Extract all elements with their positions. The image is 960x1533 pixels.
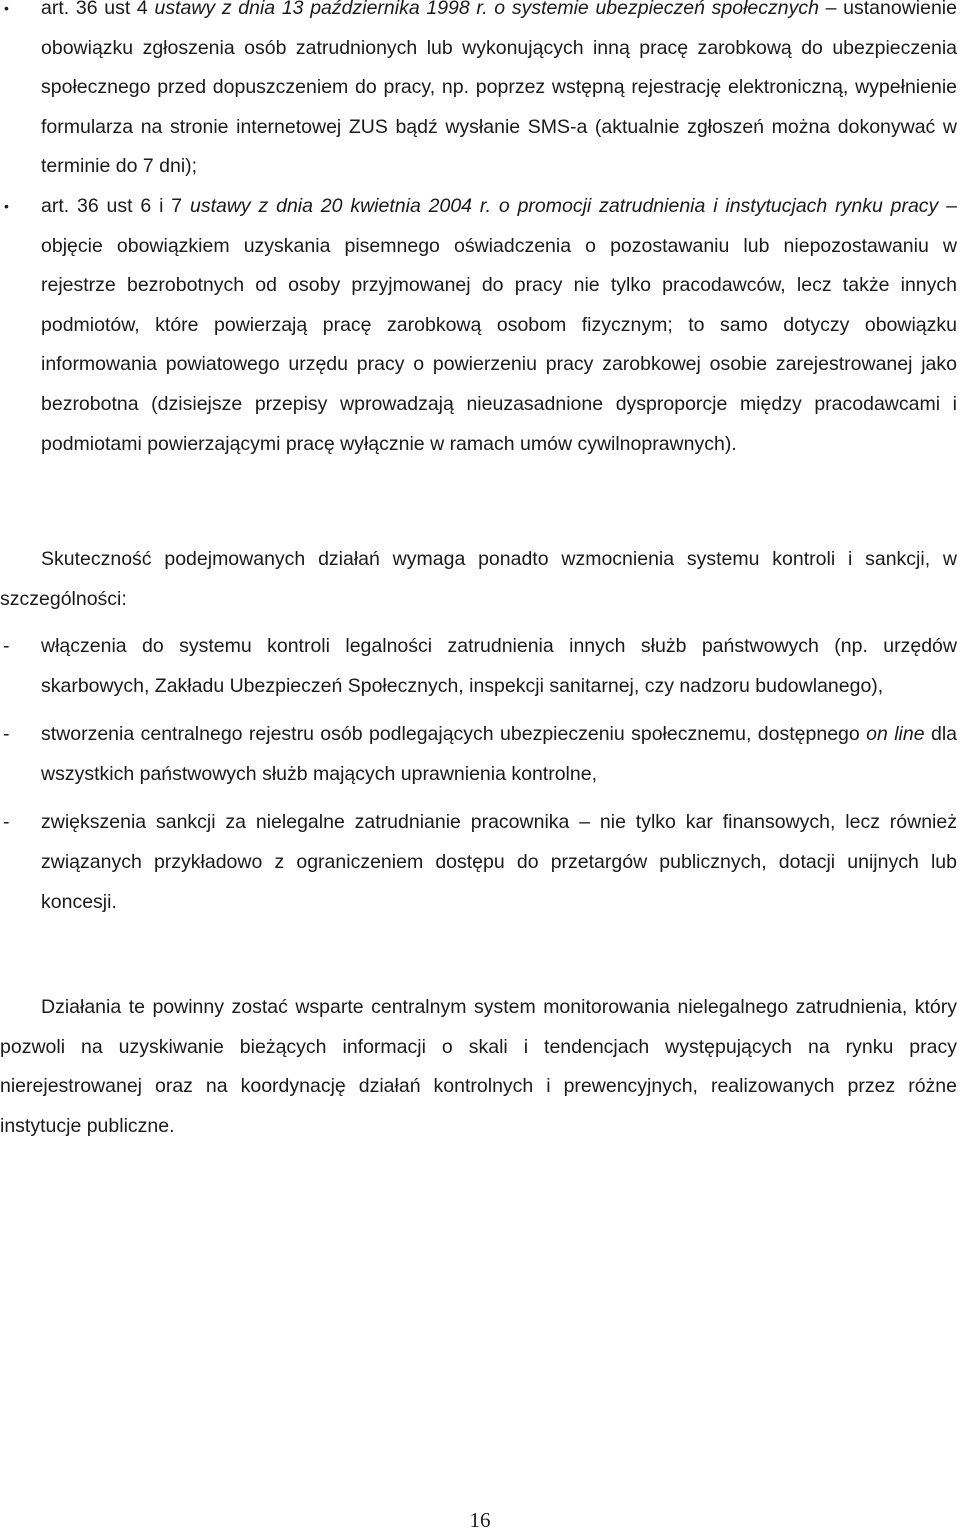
dash-item-italic-text: on line [866, 723, 925, 746]
dash-list [0, 627, 957, 931]
bullet-item-employment-act [0, 187, 957, 464]
bullet-body-text: – objęcie obowiązkiem uzyskania pisemnego oświadczenia o pozostawaniu lub niepozostawaniu w rejestrze bezrobotnych od osoby przyjmowanej do pracy nie tylko pracodawców, lecz także innych podmiotów, które powierzają pracę zarobkową osobom fizycznym; to samo dotyczy obowiązku informowania powiatowego urzędu pracy o powierzeniu pracy zarobkowej osobie zarejestrowanej jako bezrobotna (dzisiejsze przepisy wprowadzają nieuzasadnione dysproporcje między pracodawcami i podmiotami powierzającymi pracę wyłącznie w ramach umów cywilnoprawnych). [41, 194, 958, 455]
dash-item-text: zwiększenia sankcji za nielegalne zatrudnianie pracownika – nie tylko kar finansowych, lecz również związanych przykładowo z ograniczeniem dostępu do przetargów publicznych, dotacji unijnych lub koncesji. [41, 811, 957, 913]
dash-item-text: stworzenia centralnego rejestru osób podlegających ubezpieczeniu społecznemu, dostępnego [41, 723, 867, 746]
dash-item-other-services [0, 627, 957, 706]
dash-marker: - [3, 723, 10, 746]
statute-title: ustawy z dnia 20 kwietnia 2004 r. o promocji zatrudnienia i instytucjach rynku pracy [189, 194, 939, 217]
bullet-lead-text: art. 36 ust 4 [41, 0, 155, 19]
paragraph-monitoring: Działania te powinny zostać wsparte centralnym system monitorowania nielegalnego zatrudnienia, który pozwoli na uzyskiwanie bieżących informacji o skali i tendencjach występujących na rynku pracy nierejestrowanej oraz na koordynację działań kontrolnych i prewencyjnych, realizowanych przez różne instytucje publiczne. [0, 996, 957, 1137]
bullet-icon: • [4, 197, 9, 214]
dash-marker: - [3, 635, 10, 657]
bullet-item-pension-act [0, 0, 957, 187]
bullet-body-text: – ustanowienie obowiązku zgłoszenia osób zatrudnionych lub wykonujących inną pracę zarobkową do ubezpieczenia społecznego przed dopuszczeniem do pracy, np. poprzez wstępną rejestrację elektroniczną, wypełnienie formularza na stronie internetowej ZUS bądź wysłanie SMS-a (aktualnie zgłoszeń można dokonywać w terminie do 7 dni); [41, 0, 957, 178]
dash-item-central-registry [0, 715, 957, 794]
dash-item-text: włączenia do systemu kontroli legalności zatrudnienia innych służb państwowych (np. urzędów skarbowych, Zakładu Ubezpieczeń Społecznych, inspekcji sanitarnej, czy nadzoru budowlanego), [41, 635, 957, 697]
page-number: 16 [469, 1508, 491, 1532]
dash-marker: - [3, 811, 10, 834]
dash-item-text-end: dla wszystkich państwowych służb mających uprawnienia kontrolne, [41, 723, 957, 785]
dash-item-sanctions [0, 803, 957, 922]
statute-title: ustawy z dnia 13 października 1998 r. o systemie ubezpieczeń społecznych [154, 0, 819, 19]
paragraph-effectiveness: Skuteczność podejmowanych działań wymaga ponadto wzmocnienia systemu kontroli i sankcji, w szczególności: [0, 548, 957, 610]
bullet-icon: • [4, 0, 9, 16]
bullet-lead-text: art. 36 ust 6 i 7 [41, 194, 190, 217]
bullet-list [0, 0, 957, 464]
